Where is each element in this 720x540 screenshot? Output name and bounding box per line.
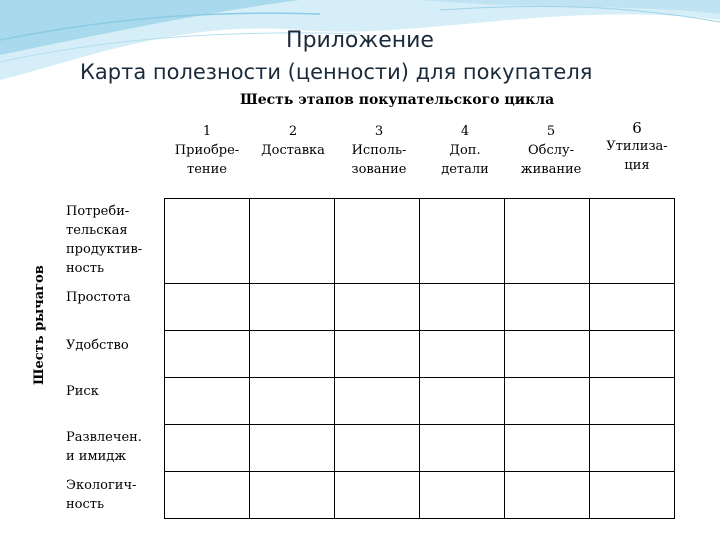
table-cell [420,425,505,472]
row-label-text: Удобство [66,338,129,353]
row-label-ecology [66,476,160,514]
table-cell [165,425,250,472]
table-cell [250,378,335,425]
column-label: живание [520,162,582,177]
table-cell [505,199,590,284]
table-cell [590,472,675,519]
page-title-line1: Приложение [286,28,434,53]
row-label-productivity [66,202,160,278]
table-cell [505,425,590,472]
column-number: 6 [632,119,642,137]
page-title-line2: Карта полезности (ценности) для покупателя [80,60,593,84]
table-cell [590,378,675,425]
table-cell [165,472,250,519]
column-header-5 [508,122,594,179]
table-cell [505,472,590,519]
table-cell [250,199,335,284]
table-cell [335,199,420,284]
table-cell [420,472,505,519]
row-label-text: Экологич- [66,478,137,493]
column-header-4 [422,122,508,179]
column-label: Доп. [449,143,481,158]
row-label-text: продуктив- [66,242,143,257]
column-number: 2 [288,124,298,139]
table-cell [590,331,675,378]
row-label-convenience [66,336,160,355]
table-row [165,472,675,519]
column-label: Утилиза- [606,139,668,154]
table-cell [420,199,505,284]
row-label-text: Развлечен. [66,430,142,445]
table-cell [335,284,420,331]
table-row [165,284,675,331]
table-caption: Шесть этапов покупательского цикла [240,92,555,108]
table-cell [420,331,505,378]
table-cell [250,425,335,472]
column-label: Исполь- [351,143,407,158]
row-label-text: Простота [66,290,131,305]
table-cell [165,378,250,425]
column-label: Обслу- [527,143,575,158]
table-cell [335,472,420,519]
column-number: 1 [202,124,212,139]
column-label: Доставка [261,143,325,158]
table-cell [420,284,505,331]
column-header-1 [164,122,250,179]
row-label-text: ность [66,261,105,276]
table-cell [165,199,250,284]
table-cell [165,331,250,378]
column-label: Приобре- [174,143,240,158]
table-cell [335,378,420,425]
table-cell [505,331,590,378]
table-cell [590,284,675,331]
column-header-2 [250,122,336,160]
table-cell [335,331,420,378]
table-row [165,331,675,378]
table-cell [590,425,675,472]
value-map-grid [164,198,675,519]
column-header-3 [336,122,422,179]
table-row [165,378,675,425]
column-number: 3 [374,124,384,139]
table-row [165,425,675,472]
table-cell [505,378,590,425]
column-number: 5 [546,124,556,139]
table-row [165,199,675,284]
table-cell [165,284,250,331]
table-cell [505,284,590,331]
column-label: тение [187,162,227,177]
table-cell [590,199,675,284]
row-label-text: и имидж [66,449,127,464]
table-cell [420,378,505,425]
table-cell [250,331,335,378]
row-label-text: тельская [66,223,128,238]
row-label-simplicity [66,288,160,307]
column-label: зование [351,162,407,177]
row-label-text: ность [66,497,105,512]
row-label-risk [66,382,160,401]
column-label: детали [441,162,489,177]
row-label-text: Риск [66,384,99,399]
side-label: Шесть рычагов [32,265,47,385]
row-label-text: Потреби- [66,204,130,219]
column-label: ция [624,158,650,173]
row-label-image [66,428,160,466]
table-cell [250,284,335,331]
column-number: 4 [460,124,470,139]
table-cell [335,425,420,472]
column-header-6 [594,120,680,175]
table-cell [250,472,335,519]
